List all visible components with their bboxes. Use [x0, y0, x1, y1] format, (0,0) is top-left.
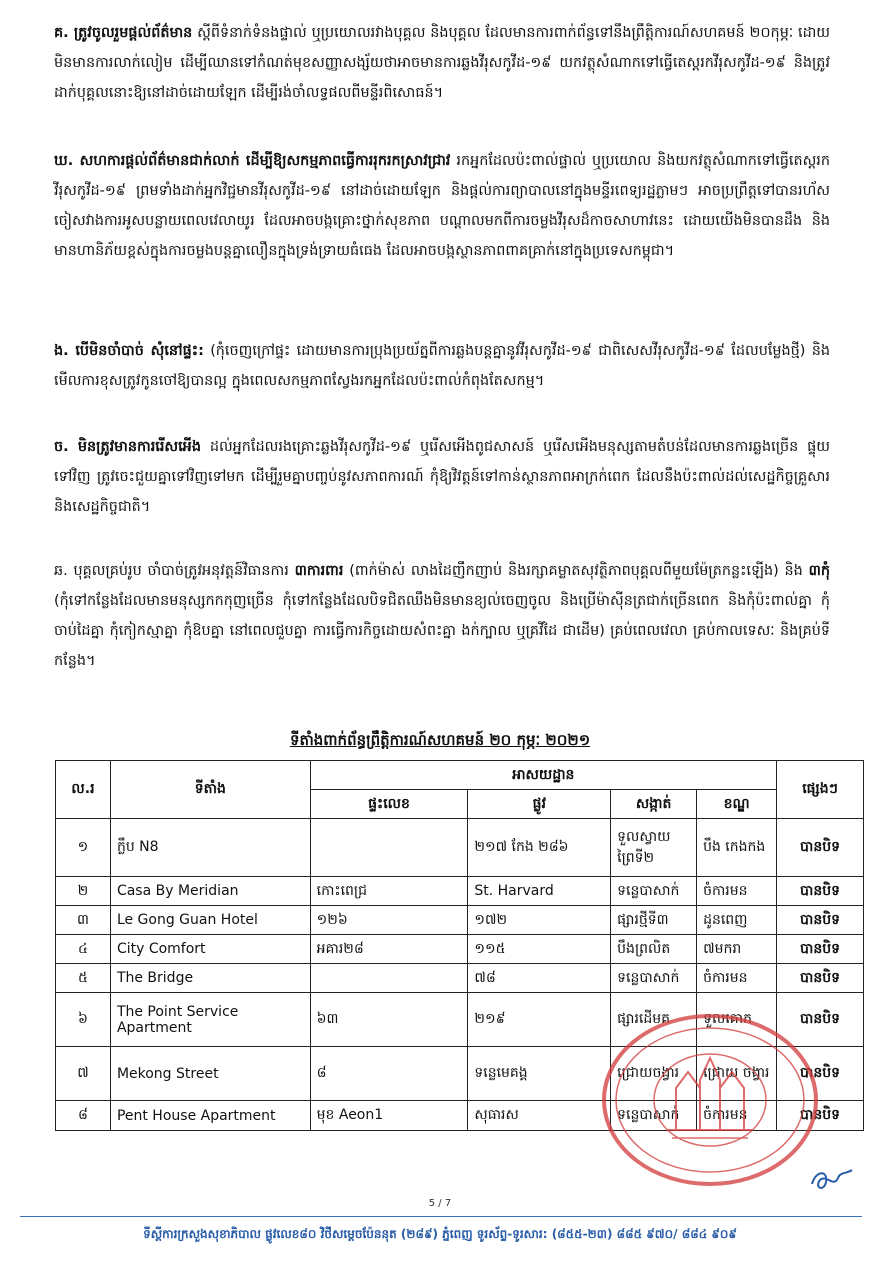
table-row: [56, 1101, 864, 1131]
paragraph-ngo: [54, 336, 830, 396]
row-street: ១១៥: [468, 935, 611, 964]
row-house: [310, 819, 468, 877]
row-sangkat: ទន្លេបាសាក់: [611, 877, 697, 906]
row-status: បានបិទ: [777, 935, 864, 964]
row-sangkat: ផ្សារថ្មីទី៣: [611, 906, 697, 935]
paragraph-lead: ឆ. បុគ្គលគ្រប់រូប ចាំបាច់ត្រូវអនុវត្តន៍វិធានការ: [54, 563, 289, 579]
paragraph-text: (កុំចេញក្រៅផ្ទះ ដោយមានការប្រុងប្រយ័ត្នពីការឆ្លងបន្តគ្នានូវវីរុសកូវីដ-១៩ ជាពិសេសវីរុសកូវីដ-១៩ ដែលបម្លែងថ្មី) និងមើលការខុសត្រូវកូនចៅឱ្យបានល្អ ក្នុងពេលសកម្មភាពស្វែងរកអ្នកដែលប៉ះពាល់កំពុងតែសកម្ម។: [54, 343, 831, 389]
row-street: ១៧២: [468, 906, 611, 935]
row-status: បានបិទ: [777, 877, 864, 906]
row-location: Mekong Street: [110, 1047, 310, 1101]
row-house: ៦៣: [310, 993, 468, 1047]
row-street: សុធារស: [468, 1101, 611, 1131]
row-house: [310, 964, 468, 993]
page-number: 5 / 7: [428, 1198, 452, 1209]
paragraph-text: (កុំទៅកន្លែងដែលមានមនុស្សកកកុញច្រើន កុំទៅកន្លែងដែលបិទជិតឈឹងមិនមានខ្យល់ចេញចូល និងប្រើម៉ាស៊ីនត្រជាក់ច្រើនពេក និងកុំប៉ះពាល់គ្នា កុំចាប់ដៃគ្នា កុំកៀកស្មាគ្នា កុំឱបគ្នា នៅពេលជួបគ្នា ការធ្វើការកិច្ចដោយសំពះគ្នា ងក់ក្បាល ឬគ្រវីដៃ ជាដើម) គ្រប់ពេលវេលា គ្រប់កាលទេសៈ និងគ្រប់ទីកន្លែង។: [54, 593, 830, 669]
row-no: ៤: [56, 935, 111, 964]
row-street: ៧៨: [468, 964, 611, 993]
row-location: Le Gong Guan Hotel: [110, 906, 310, 935]
header-khan: ខណ្ឌ: [697, 790, 777, 819]
paragraph-kho: [54, 146, 830, 266]
header-other: ផ្សេងៗ: [777, 761, 864, 819]
table-row: [56, 906, 864, 935]
three-donts: ៣កុំ: [808, 563, 831, 579]
row-house: អគារ២៨: [310, 935, 468, 964]
row-no: ៨: [56, 1101, 111, 1131]
row-street: ទន្លេមេគង្គ: [468, 1047, 611, 1101]
row-no: ៦: [56, 993, 111, 1047]
row-status: បានបិទ: [777, 964, 864, 993]
row-location: The Bridge: [110, 964, 310, 993]
row-khan: ចំការមន: [697, 964, 777, 993]
row-no: ១: [56, 819, 111, 877]
table-row: [56, 819, 864, 877]
header-street: ផ្លូវ: [468, 790, 611, 819]
header-location: ទីតាំង: [110, 761, 310, 819]
three-protections: ៣ការពារ: [294, 563, 344, 579]
row-location: City Comfort: [110, 935, 310, 964]
row-sangkat: ជ្រោយចង្វារ: [611, 1047, 697, 1101]
footer-divider: [20, 1216, 862, 1217]
row-location: Casa By Meridian: [110, 877, 310, 906]
row-status: បានបិទ: [777, 906, 864, 935]
row-no: ៣: [56, 906, 111, 935]
row-khan: ទួលគោក: [697, 993, 777, 1047]
header-address: អាសយដ្ឋាន: [310, 761, 776, 790]
paragraph-text: ដល់អ្នកដែលរងគ្រោះឆ្លងវីរុសកូវីដ-១៩ ឬរើសអើងពូជសាសន៍ ឬរើសអើងមនុស្សតាមតំបន់ដែលមានការឆ្លងច្រើន ផ្ទុយទៅវិញ ត្រូវចេះជួយគ្នាទៅវិញទៅមក ដើម្បីរួមគ្នាបញ្ចប់នូវសភាពការណ៍ កុំឱ្យវិវត្តន៍ទៅកាន់ស្ថានភាពអាក្រក់ពេក ដែលនឹងប៉ះពាល់ដល់សេដ្ឋកិច្ចគ្រួសារ និងសេដ្ឋកិច្ចជាតិ។: [54, 439, 830, 515]
row-khan: ជ្រោយ ចង្វារ: [697, 1047, 777, 1101]
row-sangkat: បឹងព្រលិត: [611, 935, 697, 964]
paragraph-text: ស្តីពីទំនាក់ទំនងផ្ទាល់ ឬប្រយោលរវាងបុគ្គល និងបុគ្គល ដែលមានការពាក់ព័ន្ធទៅនឹងព្រឹត្តិការណ៍សហគមន៍ ២០កុម្ភៈ ដោយមិនមានការលាក់លៀម ដើម្បីឈានទៅកំណត់មុខសញ្ញាសង្ស័យថាអាចមានការឆ្លងវីរុសកូវីដ-១៩ យកវត្ថុសំណាកទៅធ្វើតេស្តរកវីរុសកូវីដ-១៩ និងត្រូវដាក់បុគ្គលនោះឱ្យនៅដាច់ដោយឡែក ដើម្បីរង់ចាំលទ្ធផលពីមន្ទីរពិសោធន៍។: [54, 25, 830, 101]
row-house: ៨: [310, 1047, 468, 1101]
table-title: ទីតាំងពាក់ព័ន្ធព្រឹត្តិការណ៍សហគមន៍ ២០ កុម្ភៈ ២០២១: [289, 731, 591, 749]
locations-table: [55, 760, 864, 1131]
row-location: Pent House Apartment: [110, 1101, 310, 1131]
row-sangkat: ទន្លេបាសាក់: [611, 964, 697, 993]
signature: [808, 1166, 856, 1194]
row-no: ២: [56, 877, 111, 906]
table-row: [56, 877, 864, 906]
row-location: ក្លឹប N8: [110, 819, 310, 877]
table-row: [56, 993, 864, 1047]
row-sangkat: ទន្លេបាសាក់: [611, 1101, 697, 1131]
header-sangkat: សង្កាត់: [611, 790, 697, 819]
row-status: បានបិទ: [777, 1101, 864, 1131]
row-status: បានបិទ: [777, 993, 864, 1047]
row-sangkat: ទួលស្វាយ ព្រៃទី២: [611, 819, 697, 877]
paragraph-ko: [54, 18, 830, 108]
paragraph-cho: [54, 432, 830, 522]
table-row: [56, 935, 864, 964]
row-no: ៧: [56, 1047, 111, 1101]
paragraph-lead: ឃ. សហការផ្តល់ព័ត៌មានជាក់លាក់ ដើម្បីឱ្យសកម្មភាពធ្វើការរុករកស្រាវជ្រាវ: [54, 153, 451, 169]
row-street: ២១៩: [468, 993, 611, 1047]
row-status: បានបិទ: [777, 1047, 864, 1101]
row-khan: ចំការមន: [697, 1101, 777, 1131]
paragraph-lead: ង. បើមិនចាំបាច់ សុំនៅផ្ទះ:: [54, 343, 204, 359]
row-sangkat: ផ្សារដើមគ: [611, 993, 697, 1047]
footer-address: ទីស្តីការក្រសួងសុខាភិបាល ផ្លូវលេខ៨០ វិថីសម្តេចប៉ែននុត (២៨៩) ភ្នំពេញ ទូរស័ព្ទ-ទូរសារ: (៨៥៥-២៣) ៨៨៥ ៩៧០/ ៨៨៤ ៩០៩: [143, 1227, 737, 1241]
paragraph-chho: [54, 556, 830, 676]
row-house: មុខ Aeon1: [310, 1101, 468, 1131]
row-street: ២១៧ កែង ២៨៦: [468, 819, 611, 877]
row-location: The Point Service Apartment: [110, 993, 310, 1047]
table-row: [56, 1047, 864, 1101]
paragraph-text: រកអ្នកដែលប៉ះពាល់ផ្ទាល់ ឬប្រយោល និងយកវត្ថុសំណាកទៅធ្វើតេស្តរកវីរុសកូវីដ-១៩ ព្រមទាំងដាក់អ្នកវិជ្ជមានវីរុសកូវីដ-១៩ នៅដាច់ដោយឡែក និងផ្តល់ការព្យាបាលនៅក្នុងមន្ទីរពេទ្យរដ្ឋភ្លាមៗ អាចប្រព្រឹត្តទៅបានរហ័ស ចៀសវាងការអូសបន្លាយពេលវេលាយូរ ដែលអាចបង្កគ្រោះថ្នាក់សុខភាព បណ្តាលមកពីការចម្លងវីរុសដ៏កាចសាហាវនេះ ដោយយើងមិនបានដឹង និងមានហានិភ័យខ្ពស់ក្នុងការចម្លងបន្តគ្នាលឿនក្នុងទ្រង់ទ្រាយធំធេង ដែលអាចបង្កស្ថានភាពពាគគ្រាក់នៅក្នុងប្រទេសកម្ពុជា។: [54, 153, 831, 259]
row-status: បានបិទ: [777, 819, 864, 877]
row-street: St. Harvard: [468, 877, 611, 906]
paragraph-lead: គ. ត្រូវចូលរួមផ្តល់ព័ត៌មាន: [54, 25, 193, 41]
paragraph-text: (ពាក់ម៉ាស់ លាងដៃញឹកញាប់ និងរក្សាគម្លាតសុវត្ថិភាពបុគ្គលពីមួយម៉ែត្រកន្លះឡើង) និង: [349, 563, 803, 579]
row-khan: បឹង កេងកង: [697, 819, 777, 877]
paragraph-lead: ច. មិនត្រូវមានការរើសអើង: [54, 439, 201, 455]
row-house: កោះពេជ្រ: [310, 877, 468, 906]
header-no: ល.រ: [56, 761, 111, 819]
row-khan: ៧មករា: [697, 935, 777, 964]
table-row: [56, 964, 864, 993]
row-khan: ដូនពេញ: [697, 906, 777, 935]
row-khan: ចំការមន: [697, 877, 777, 906]
row-no: ៥: [56, 964, 111, 993]
row-house: ១២៦: [310, 906, 468, 935]
header-house: ផ្ទះលេខ: [310, 790, 468, 819]
